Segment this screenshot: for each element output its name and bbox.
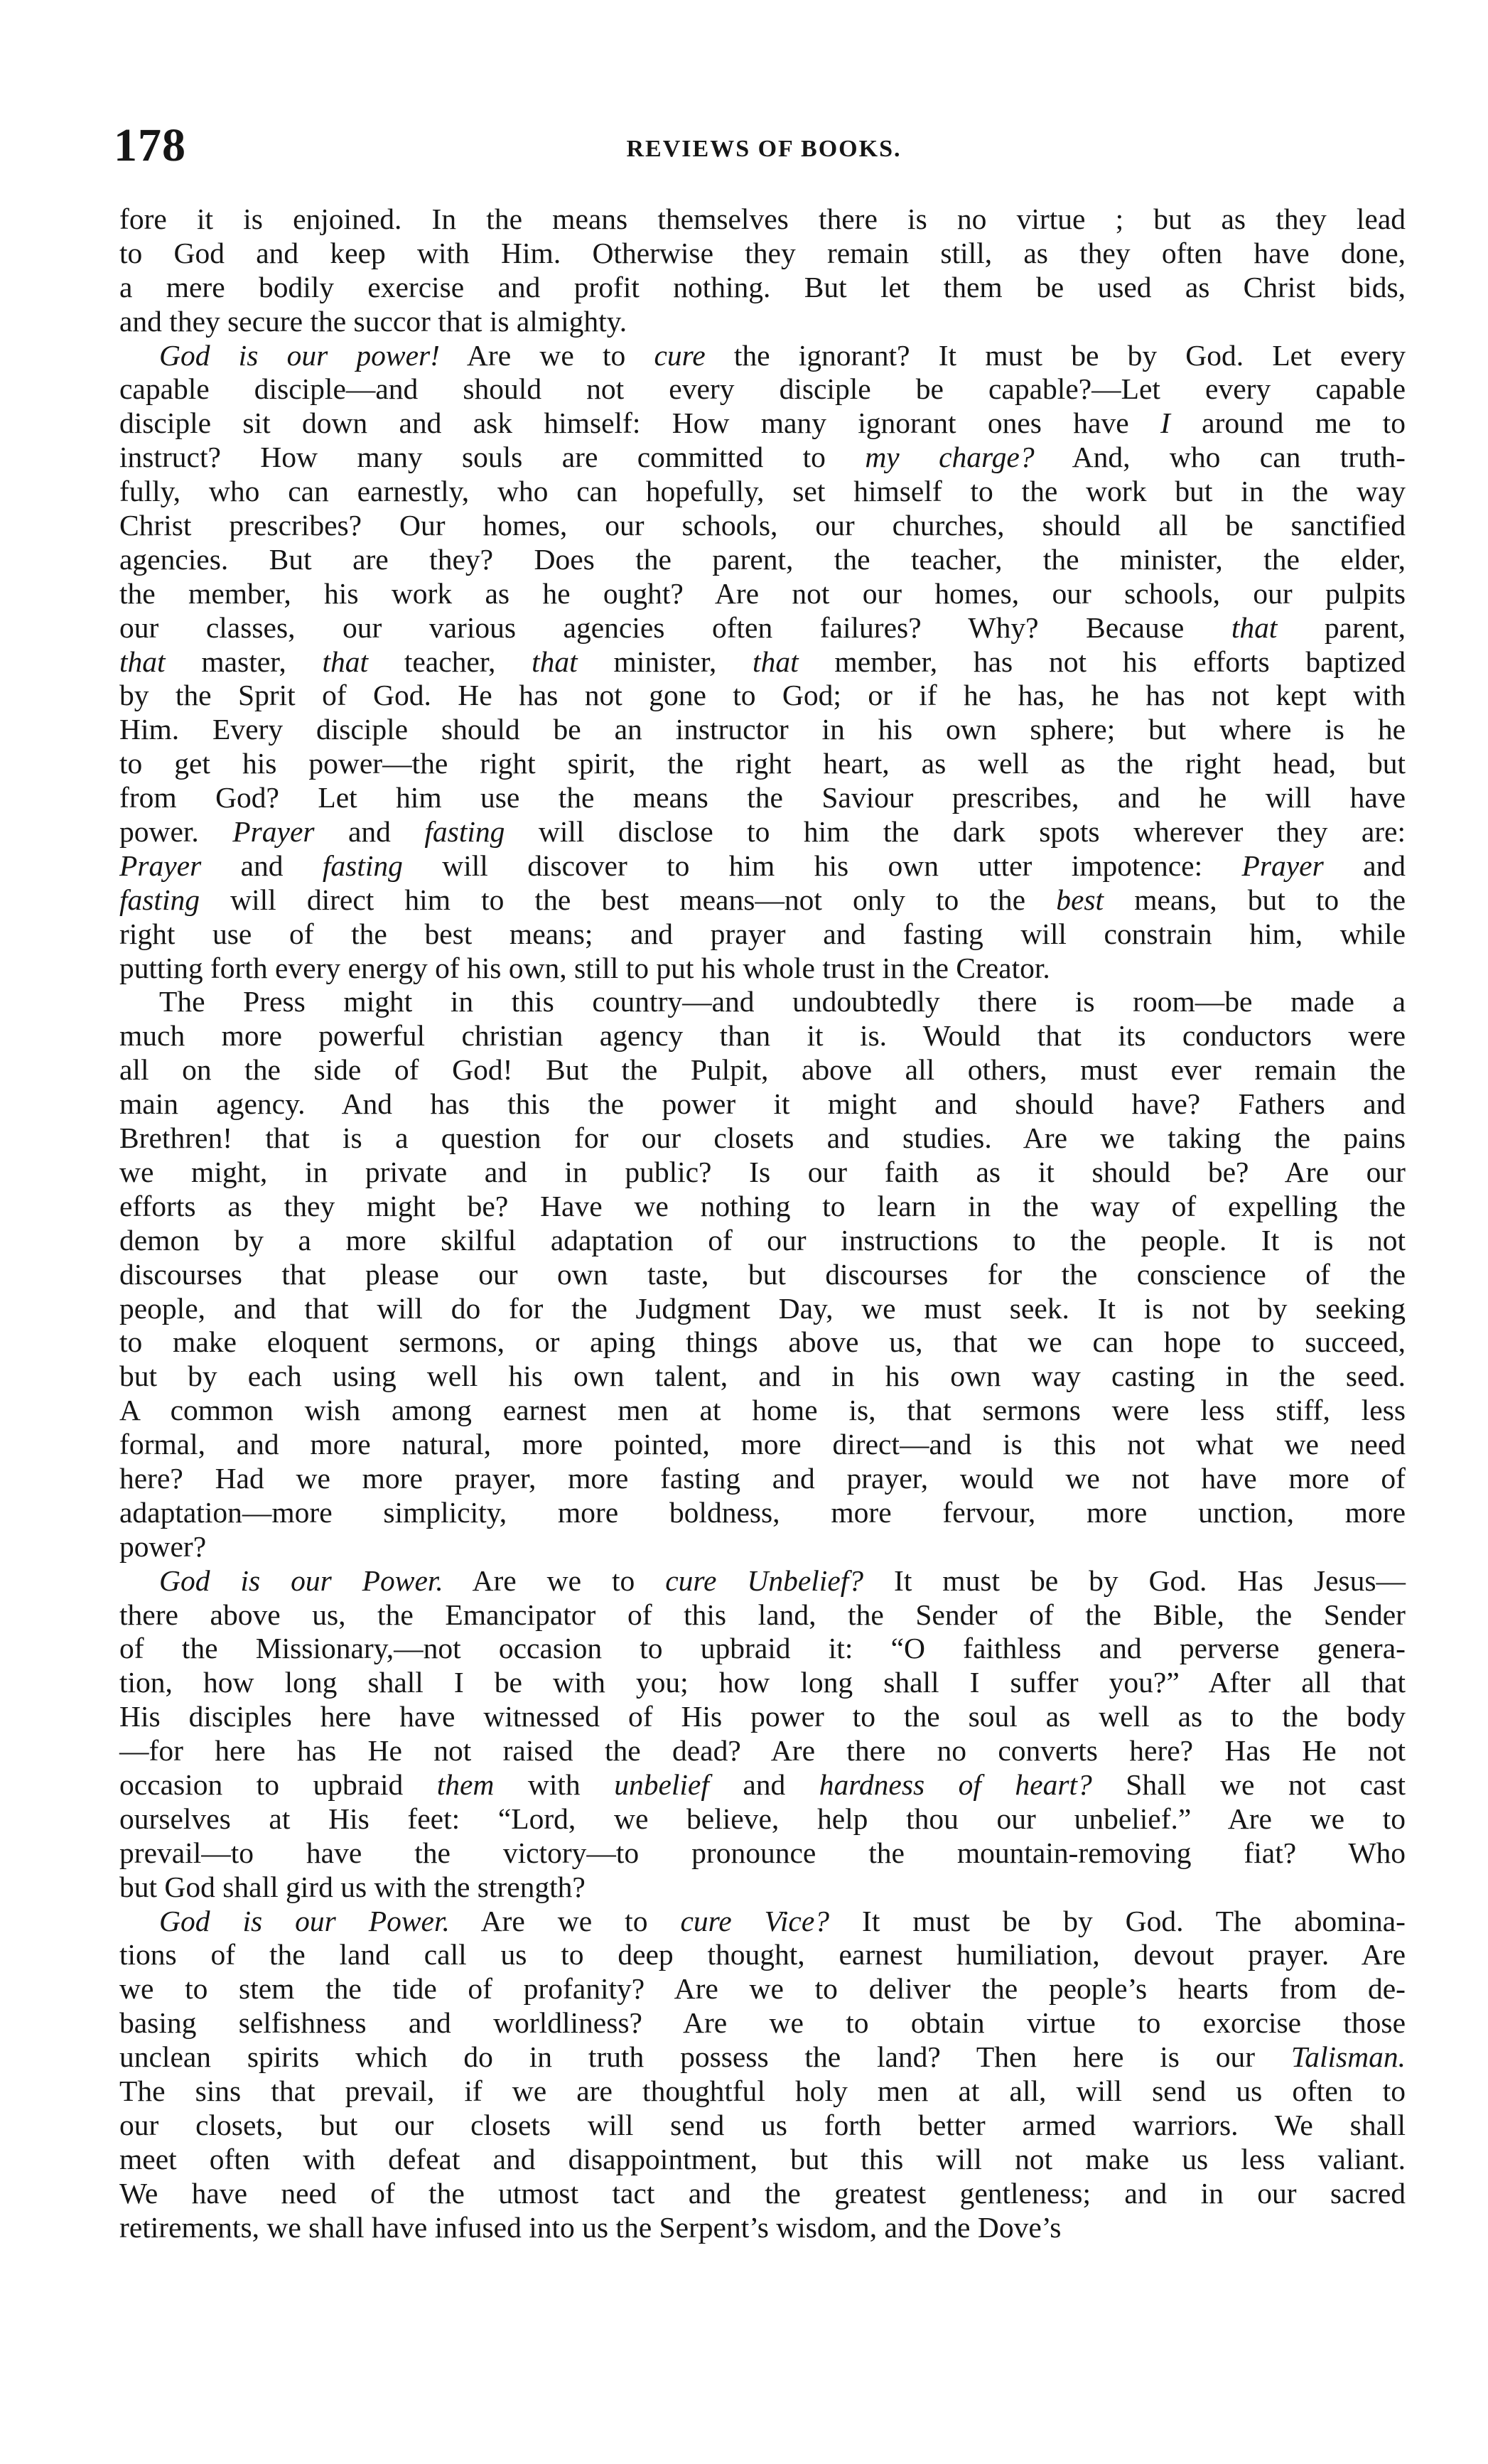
text-line: demon by a more skilful adaptation of our instructions to the people. It is not [119,1223,1406,1257]
page-header [114,114,1414,178]
text-line: The Press might in this country—and undoubtedly there is room—be made a [159,985,1406,1018]
text-line: formal, and more natural, more pointed, more direct—and is this not what we need [119,1428,1406,1461]
text-line: His disciples here have witnessed of His power to the soul as well as to the body [119,1700,1406,1733]
text-line: retirements, we shall have infused into us the Serpent’s wisdom, and the Dove’s [119,2210,1062,2244]
text-line: Prayer and fasting will discover to him his own utter impotence: Prayer and [119,849,1406,882]
text-line: of the Missionary,—not occasion to upbraid it: “O faithless and perverse genera- [119,1632,1406,1665]
text-line: The sins that prevail, if we are thoughtful holy men at all, will send us often to [119,2074,1406,2107]
text-line: a mere bodily exercise and profit nothing. But let them be used as Christ bids, [119,270,1406,303]
body-text [119,203,1406,2244]
text-line: God is our Power. Are we to cure Vice? It must be by God. The abomina- [159,1904,1406,1937]
text-line: right use of the best means; and prayer and fasting will constrain him, while [119,917,1406,950]
text-line: putting forth every energy of his own, still to put his whole trust in the Creator. [119,951,1050,984]
text-line: God is our power! Are we to cure the ignorant? It must be by God. Let every [159,338,1406,372]
text-line: to get his power—the right spirit, the right heart, as well as the right head, but [119,747,1406,780]
text-line: but by each using well his own talent, and in his own way casting in the seed. [119,1360,1406,1393]
text-line: adaptation—more simplicity, more boldness, more fervour, more unction, more [119,1495,1406,1529]
text-line: occasion to upbraid them with unbelief and hardness of heart? Shall we not cast [119,1768,1406,1801]
paragraph [119,339,1406,986]
text-line: but God shall gird us with the strength? [119,1870,586,1903]
text-line: God is our Power. Are we to cure Unbelief? It must be by God. Has Jesus— [159,1564,1406,1597]
text-line: discourses that please our own taste, but discourses for the conscience of the [119,1257,1406,1291]
paragraph [119,1564,1406,1905]
text-line: basing selfishness and worldliness? Are we to obtain virtue to exorcise those [119,2006,1406,2040]
text-line: main agency. And has this the power it might and should have? Fathers and [119,1087,1406,1121]
text-line: tion, how long shall I be with you; how long shall I suffer you?” After all that [119,1666,1406,1699]
text-line: we might, in private and in public? Is our faith as it should be? Are our [119,1155,1406,1188]
text-line: to God and keep with Him. Otherwise they remain still, as they often have done, [119,236,1406,269]
text-line: power? [119,1529,207,1563]
text-line: there above us, the Emancipator of this land, the Sender of the Bible, the Sender [119,1598,1406,1631]
text-line: meet often with defeat and disappointment, but this will not make us less valiant. [119,2142,1406,2175]
text-line: ourselves at His feet: “Lord, we believe, help thou our unbelief.” Are we to [119,1802,1406,1835]
text-line: the member, his work as he ought? Are not our homes, our schools, our pulpits [119,576,1406,610]
text-line: A common wish among earnest men at home is, that sermons were less stiff, less [119,1394,1406,1427]
text-line: power. Prayer and fasting will disclose to him the dark spots wherever they are: [119,815,1406,849]
text-line: that master, that teacher, that minister, that member, has not his efforts baptized [119,645,1406,678]
text-line: all on the side of God! But the Pulpit, above all others, must ever remain the [119,1053,1406,1087]
text-line: capable disciple—and should not every disciple be capable?—Let every capable [119,372,1406,406]
running-head: REVIEWS OF BOOKS. [626,136,902,162]
paragraph [119,1905,1406,2245]
text-line: much more powerful christian agency than it is. Would that its conductors were [119,1019,1406,1053]
text-line: fasting will direct him to the best means—not only to the best means, but to the [119,883,1406,916]
text-line: instruct? How many souls are committed to my charge? And, who can truth- [119,441,1406,474]
text-line: our closets, but our closets will send us forth better armed warriors. We shall [119,2108,1406,2141]
page-number: 178 [114,119,186,171]
text-line: we to stem the tide of profanity? Are we to deliver the people’s hearts from de- [119,1972,1406,2006]
text-line: prevail—to have the victory—to pronounce the mountain-removing fiat? Who [119,1836,1406,1869]
text-line: to make eloquent sermons, or aping things above us, that we can hope to succeed, [119,1325,1406,1359]
text-line: fore it is enjoined. In the means themselves there is no virtue ; but as they lead [119,203,1406,235]
text-line: by the Sprit of God. He has not gone to God; or if he has, he has not kept with [119,679,1406,712]
text-line: disciple sit down and ask himself: How many ignorant ones have I around me to [119,407,1406,440]
paragraph [119,203,1406,339]
text-line: people, and that will do for the Judgment Day, we must seek. It is not by seeking [119,1291,1406,1325]
text-line: Christ prescribes? Our homes, our schools, our churches, should all be sanctified [119,509,1406,542]
text-line: agencies. But are they? Does the parent, the teacher, the minister, the elder, [119,542,1406,576]
text-line: We have need of the utmost tact and the greatest gentleness; and in our sacred [119,2176,1406,2210]
text-line: our classes, our various agencies often failures? Why? Because that parent, [119,610,1406,644]
paragraph [119,985,1406,1564]
text-line: here? Had we more prayer, more fasting and prayer, would we not have more of [119,1461,1406,1495]
text-line: Him. Every disciple should be an instructor in his own sphere; but where is he [119,713,1406,746]
text-line: unclean spirits which do in truth possess the land? Then here is our Talisman. [119,2040,1406,2074]
text-line: Brethren! that is a question for our closets and studies. Are we taking the pains [119,1121,1406,1155]
text-line: fully, who can earnestly, who can hopefully, set himself to the work but in the way [119,475,1406,508]
text-line: from God? Let him use the means the Saviour prescribes, and he will have [119,781,1406,814]
text-line: efforts as they might be? Have we nothing to learn in the way of expelling the [119,1189,1406,1222]
text-line: —for here has He not raised the dead? Are there no converts here? Has He not [119,1734,1406,1768]
text-line: tions of the land call us to deep thought, earnest humiliation, devout prayer. Are [119,1938,1406,1971]
text-line: and they secure the succor that is almighty. [119,304,627,338]
